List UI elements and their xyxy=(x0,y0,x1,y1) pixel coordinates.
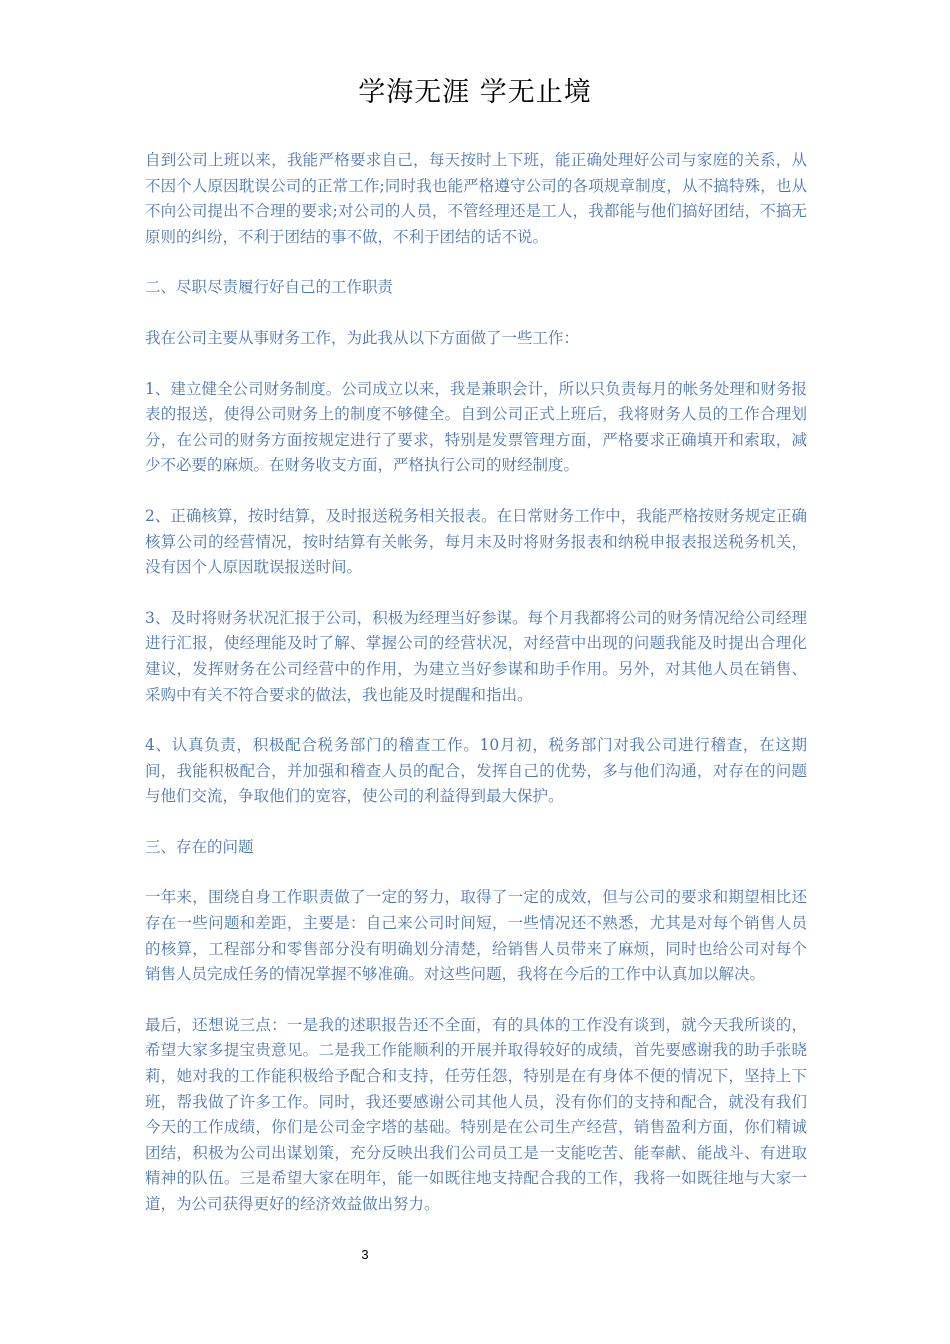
page-title: 学海无涯 学无止境 xyxy=(358,77,592,108)
paragraph-item-2: 2、正确核算，按时结算，及时报送税务相关报表。在日常财务工作中，我能严格按财务规定正确核算公司的经营情况，按时结算有关帐务，每月末及时将财务报表和纳税申报表报送税务机关，没有因个人原因耽误报送时间。 xyxy=(145,506,807,577)
section-heading-duties: 二、尽职尽责履行好自己的工作职责 xyxy=(145,278,394,297)
paragraph-closing: 最后，还想说三点：一是我的述职报告还不全面，有的具体的工作没有谈到，就今天我所谈的，希望大家多提宝贵意见。二是我工作能顺利的开展并取得较好的成绩，首先要感谢我的助手张晓莉，她对我的工作能积极给予配合和支持，任劳任怨，特别是在有身体不便的情况下，坚持上下班，帮我做了许多工作。同时，我还要感谢公司其他人员，没有你们的支持和配合，就没有我们今天的工作成绩，你们是公司金字塔的基础。特别是在公司生产经营，销售盈利方面，你们精诚团结，积极为公司出谋划策，充分反映出我们公司员工是一支能吃苦、能奉献、能战斗、有进取精神的队伍。三是希望大家在明年，能一如既往地支持配合我的工作，我将一如既往地与大家一道，为公司获得更好的经济效益做出努力。 xyxy=(145,1015,807,1213)
document-body xyxy=(145,148,807,1218)
paragraph-item-1: 1、建立健全公司财务制度。公司成立以来，我是兼职会计，所以只负责每月的帐务处理和财务报表的报送，使得公司财务上的制度不够健全。自到公司正式上班后，我将财务人员的工作合理划分，在公司的财务方面按规定进行了要求，特别是发票管理方面，严格要求正确填开和索取，减少不必要的麻烦。在财务收支方面，严格执行公司的财经制度。 xyxy=(145,379,807,475)
paragraph-problems: 一年来，围绕自身工作职责做了一定的努力，取得了一定的成效，但与公司的要求和期望相比还存在一些问题和差距，主要是：自己来公司时间短，一些情况还不熟悉，尤其是对每个销售人员的核算，工程部分和零售部分没有明确划分清楚，给销售人员带来了麻烦，同时也给公司对每个销售人员完成任务的情况掌握不够准确。对这些问题，我将在今后的工作中认真加以解决。 xyxy=(145,888,807,984)
page-number: 3 xyxy=(361,1247,369,1262)
paragraph-conduct: 自到公司上班以来，我能严格要求自己，每天按时上下班，能正确处理好公司与家庭的关系，从不因个人原因耽误公司的正常工作;同时我也能严格遵守公司的各项规章制度，从不搞特殊，也从不向公司提出不合理的要求;对公司的人员，不管经理还是工人，我都能与他们搞好团结，不搞无原则的纠纷，不利于团结的事不做，不利于团结的话不说。 xyxy=(145,151,807,246)
section-heading-problems: 三、存在的问题 xyxy=(145,837,254,856)
paragraph-intro-work: 我在公司主要从事财务工作，为此我从以下方面做了一些工作： xyxy=(145,328,580,347)
paragraph-item-3: 3、及时将财务状况汇报于公司，积极为经理当好参谋。每个月我都将公司的财务情况给公司经理进行汇报，使经理能及时了解、掌握公司的经营状况，对经营中出现的问题我能及时提出合理化建议，发挥财务在公司经营中的作用，为建立当好参谋和助手作用。另外，对其他人员在销售、采购中有关不符合要求的做法，我也能及时提醒和指出。 xyxy=(145,608,807,704)
paragraph-item-4: 4、认真负责，积极配合税务部门的稽查工作。10月初，税务部门对我公司进行稽查，在这期间，我能积极配合，并加强和稽查人员的配合，发挥自己的优势，多与他们沟通，对存在的问题与他们交流，争取他们的宽容，使公司的利益得到最大保护。 xyxy=(145,736,807,806)
